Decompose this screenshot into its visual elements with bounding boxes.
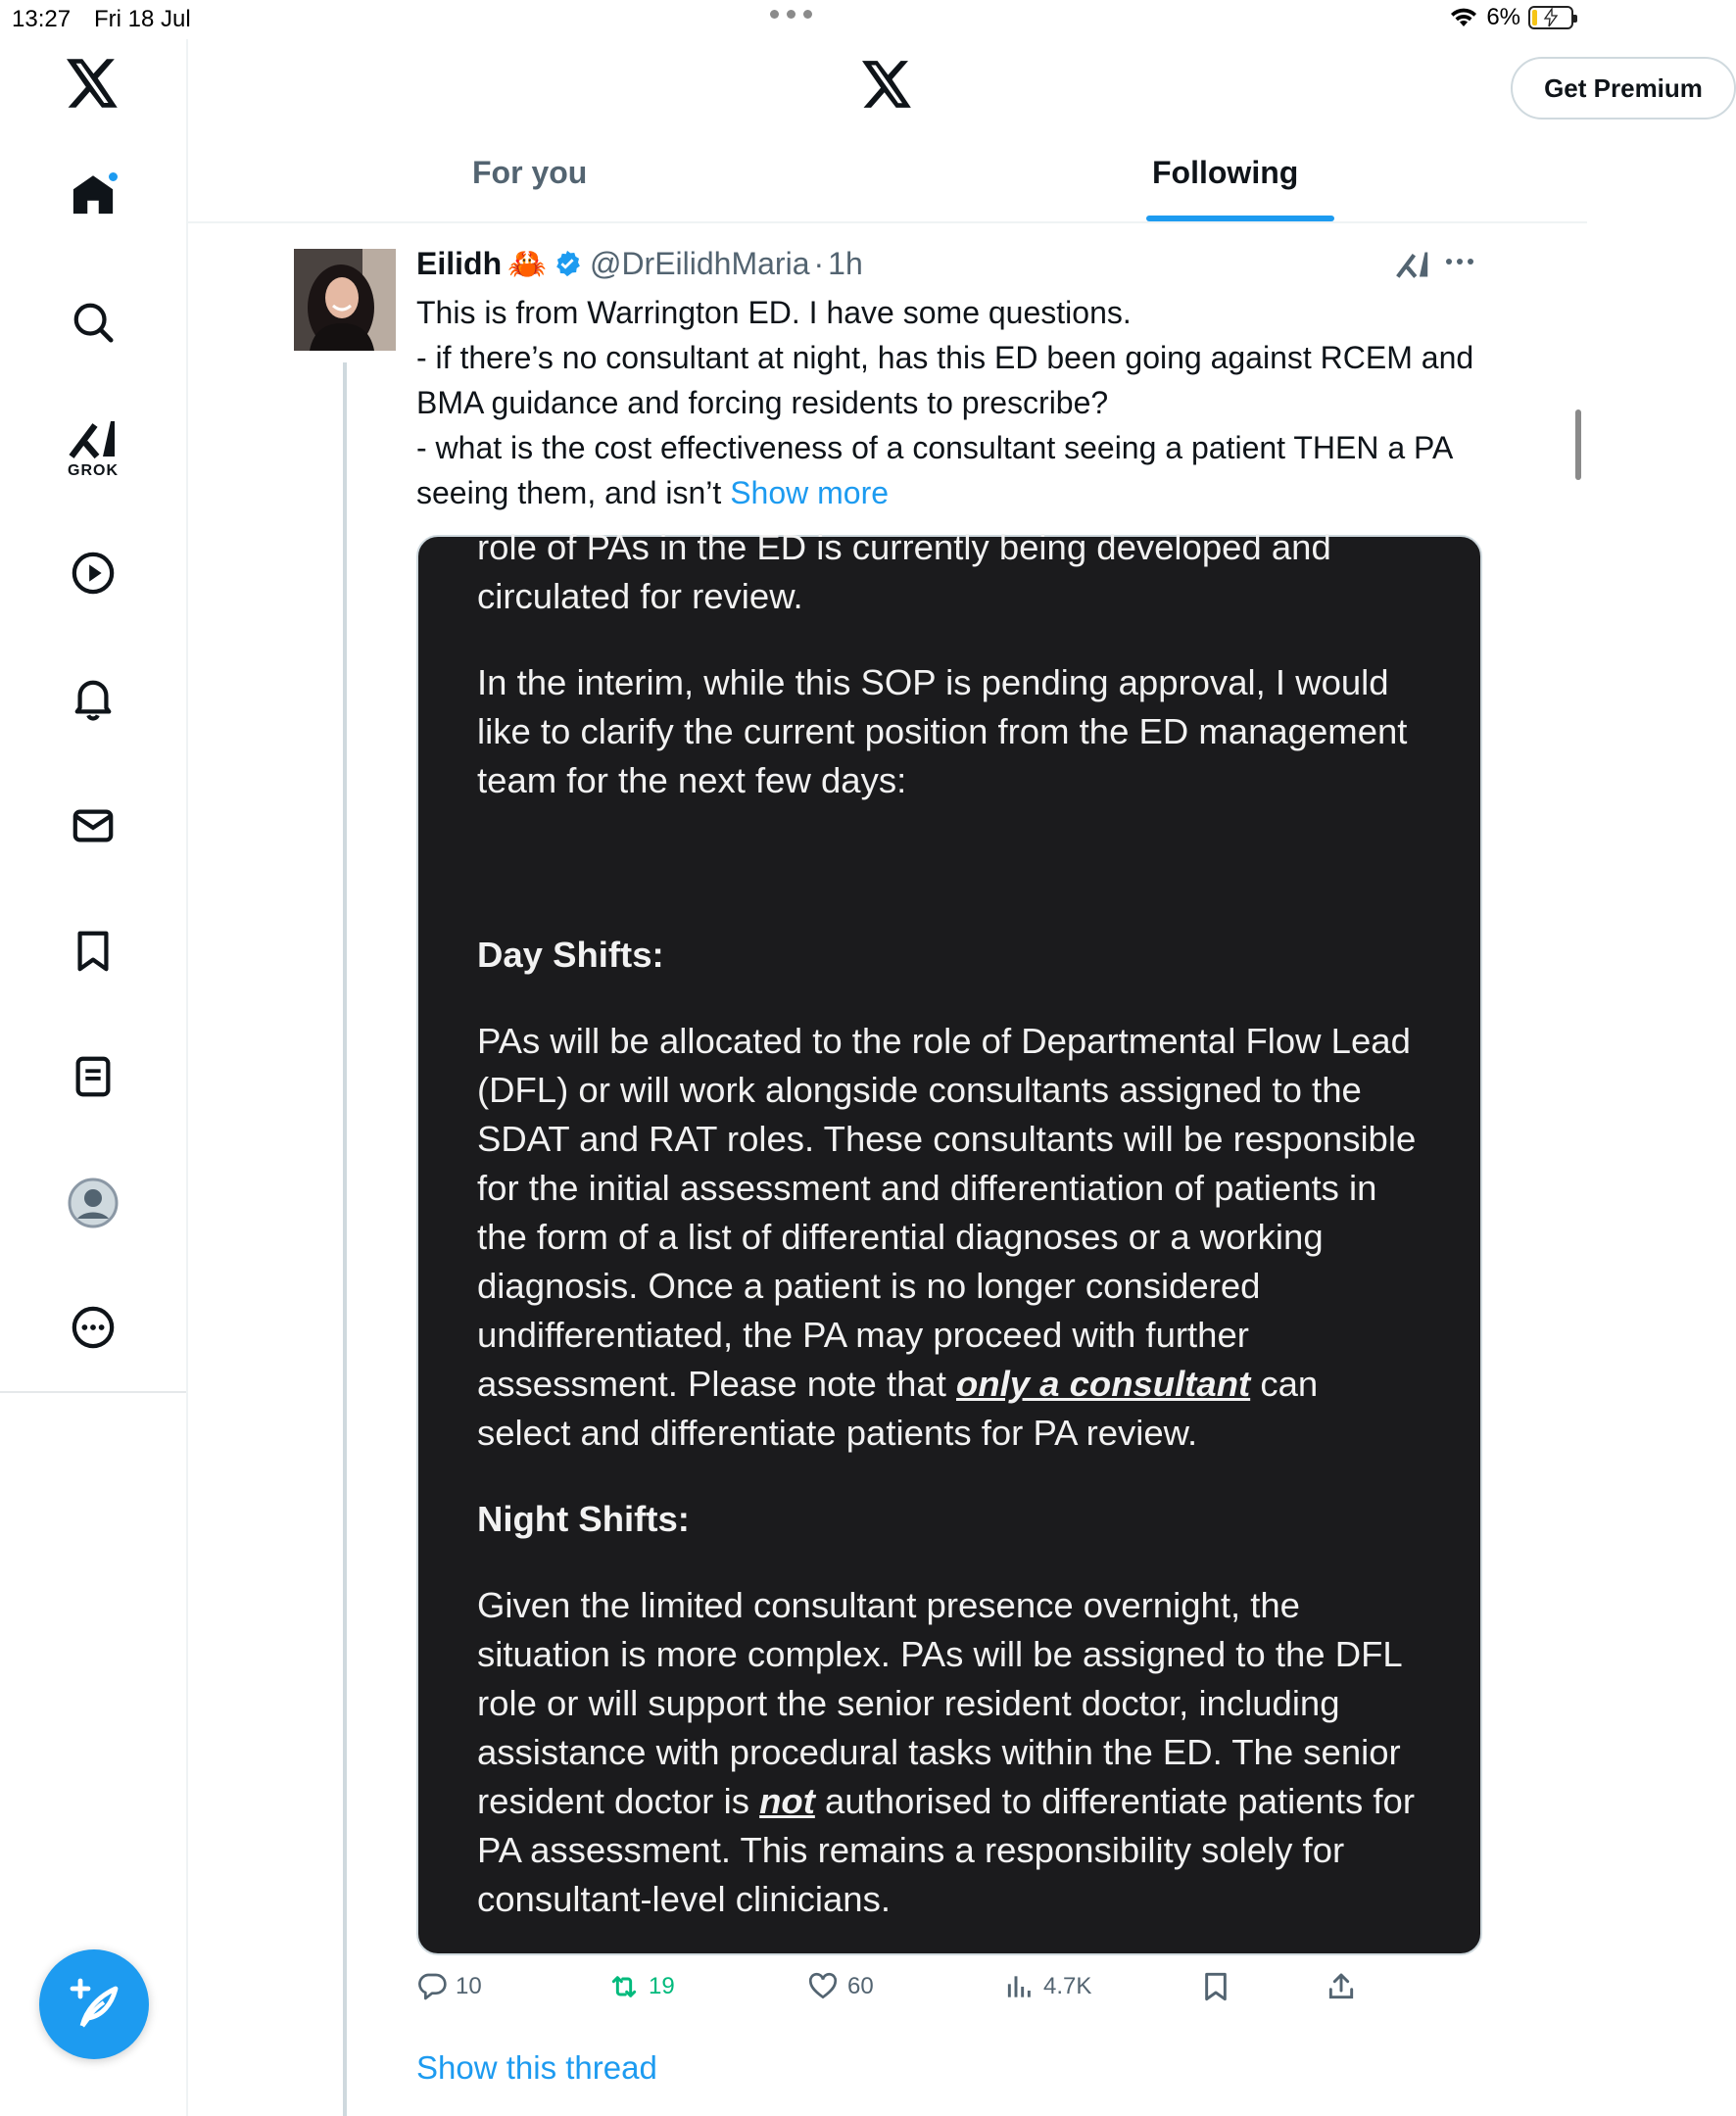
- more-icon: [71, 1305, 116, 1350]
- grok-label: GROK: [68, 462, 119, 479]
- grok-explain-icon[interactable]: [1395, 249, 1430, 285]
- avatar[interactable]: [294, 249, 396, 351]
- tweet-image[interactable]: [416, 527, 1482, 1955]
- doc-emphasis: not: [759, 1781, 815, 1821]
- sidebar-item-more[interactable]: [71, 1305, 116, 1350]
- doc-intro-1: role of PAs in the ED is currently being developed and circulated for review.: [477, 527, 1331, 616]
- repost-button[interactable]: [607, 1971, 675, 2002]
- like-button[interactable]: [806, 1971, 874, 2002]
- home-icon: [71, 172, 116, 217]
- status-indicators: [1449, 4, 1573, 31]
- views-icon: [1004, 1971, 1036, 2002]
- share-icon: [1326, 1971, 1357, 2002]
- sidebar-item-videos[interactable]: [71, 551, 116, 596]
- play-icon: [71, 551, 116, 596]
- x-logo-icon[interactable]: [862, 61, 913, 113]
- sidebar-item-home[interactable]: [71, 172, 116, 217]
- status-time: 13:27: [12, 6, 72, 32]
- tweet-text-line: This is from Warrington ED. I have some questions.: [416, 295, 1132, 330]
- battery-icon: [1528, 6, 1573, 29]
- sidebar-item-search[interactable]: [71, 300, 116, 345]
- tweet-text-line: - what is the cost effectiveness of a consultant seeing a patient THEN a PA seeing them, and isn’t Show more: [416, 430, 1452, 510]
- search-icon: [71, 300, 116, 345]
- timeline-header: [188, 39, 1703, 223]
- author-name[interactable]: Eilidh: [416, 245, 503, 281]
- like-count: 60: [847, 1973, 874, 1999]
- grok-icon: [68, 417, 119, 460]
- tweet[interactable]: [188, 225, 1587, 2116]
- x-logo-icon[interactable]: [67, 59, 120, 108]
- author-emoji: 🦀: [507, 246, 547, 281]
- reply-button[interactable]: [416, 1971, 482, 2002]
- sidebar-item-profile[interactable]: [68, 1178, 119, 1228]
- sidebar-nav: [0, 39, 188, 2116]
- notification-dot: [107, 170, 120, 183]
- get-premium-button[interactable]: Get Premium: [1511, 57, 1736, 120]
- compose-icon: [67, 1977, 121, 2032]
- thread-line: [343, 362, 347, 2116]
- compose-button[interactable]: [39, 1949, 149, 2059]
- status-bar: [0, 0, 1587, 39]
- mail-icon: [71, 803, 116, 848]
- doc-night-heading: Night Shifts:: [477, 1499, 690, 1539]
- wifi-icon: [1449, 6, 1478, 29]
- tweet-text-line: - if there’s no consultant at night, has this ED been going against RCEM and BMA guidance and forcing residents to prescribe?: [416, 340, 1474, 420]
- separator: ·: [813, 245, 825, 281]
- bookmark-icon: [71, 929, 116, 974]
- share-button[interactable]: [1326, 1971, 1357, 2002]
- sidebar-divider: [0, 1391, 186, 1393]
- reply-count: 10: [456, 1973, 482, 1999]
- active-tab-indicator: [1146, 216, 1334, 221]
- view-count: 4.7K: [1043, 1973, 1092, 1999]
- document-screenshot: [477, 523, 1418, 1961]
- tab-for-you[interactable]: For you: [472, 155, 588, 190]
- list-icon: [71, 1054, 116, 1099]
- show-thread-link[interactable]: Show this thread: [416, 2049, 657, 2086]
- bookmark-icon: [1200, 1971, 1231, 2002]
- repost-count: 19: [649, 1973, 675, 1999]
- bookmark-button[interactable]: [1200, 1971, 1231, 2002]
- tweet-text: [416, 290, 1484, 515]
- profile-icon: [68, 1178, 119, 1228]
- tweet-header: [416, 245, 863, 282]
- bell-icon: [71, 676, 116, 721]
- show-more-link[interactable]: Show more: [730, 475, 890, 510]
- heart-icon: [806, 1971, 840, 2002]
- doc-day-heading: Day Shifts:: [477, 935, 664, 975]
- sidebar-item-bookmarks[interactable]: [71, 929, 116, 974]
- doc-emphasis: only a consultant: [956, 1364, 1251, 1404]
- tab-following[interactable]: Following: [1152, 155, 1299, 190]
- doc-night-body: Given the limited consultant presence overnight, the situation is more complex. PAs will be assigned to the DFL role or will support the senior resident doctor, including assistance with procedural tasks within the ED. The senior resident doctor is not authorised to differentiate patients for PA assessment. This remains a responsibility solely for consultant-level clinicians.: [477, 1585, 1415, 1919]
- sidebar-item-messages[interactable]: [71, 803, 116, 848]
- sidebar-item-notifications[interactable]: [71, 676, 116, 721]
- tweet-more-icon[interactable]: [1446, 259, 1473, 264]
- author-handle[interactable]: @DrEilidhMaria: [589, 245, 810, 281]
- sidebar-item-lists[interactable]: [71, 1054, 116, 1099]
- views-button[interactable]: [1004, 1971, 1091, 2002]
- tweet-actions: [416, 1971, 1494, 2020]
- doc-day-body: PAs will be allocated to the role of Departmental Flow Lead (DFL) or will work alongside consultants assigned to the SDAT and RAT roles. These consultants will be responsible for the initial assessment and differentiation of patients in the form of a list of differential diagnoses or a working diagnosis. Once a patient is no longer considered undifferentiated, the PA may proceed with further assessment. Please note that only a consultant can select and differentiate patients for PA review.: [477, 1021, 1417, 1453]
- verified-badge-icon: [553, 249, 582, 278]
- doc-intro-2: In the interim, while this SOP is pending approval, I would like to clarify the current position from the ED management team for the next few days:: [477, 662, 1408, 800]
- reply-icon: [416, 1971, 448, 2002]
- scrollbar[interactable]: [1575, 409, 1581, 480]
- tweet-time[interactable]: 1h: [828, 245, 863, 281]
- status-date: Fri 18 Jul: [94, 6, 191, 32]
- sidebar-item-grok[interactable]: [68, 417, 119, 480]
- multitasking-dots-icon[interactable]: [770, 10, 812, 19]
- repost-icon: [607, 1971, 641, 2002]
- battery-percent: 6%: [1486, 4, 1520, 30]
